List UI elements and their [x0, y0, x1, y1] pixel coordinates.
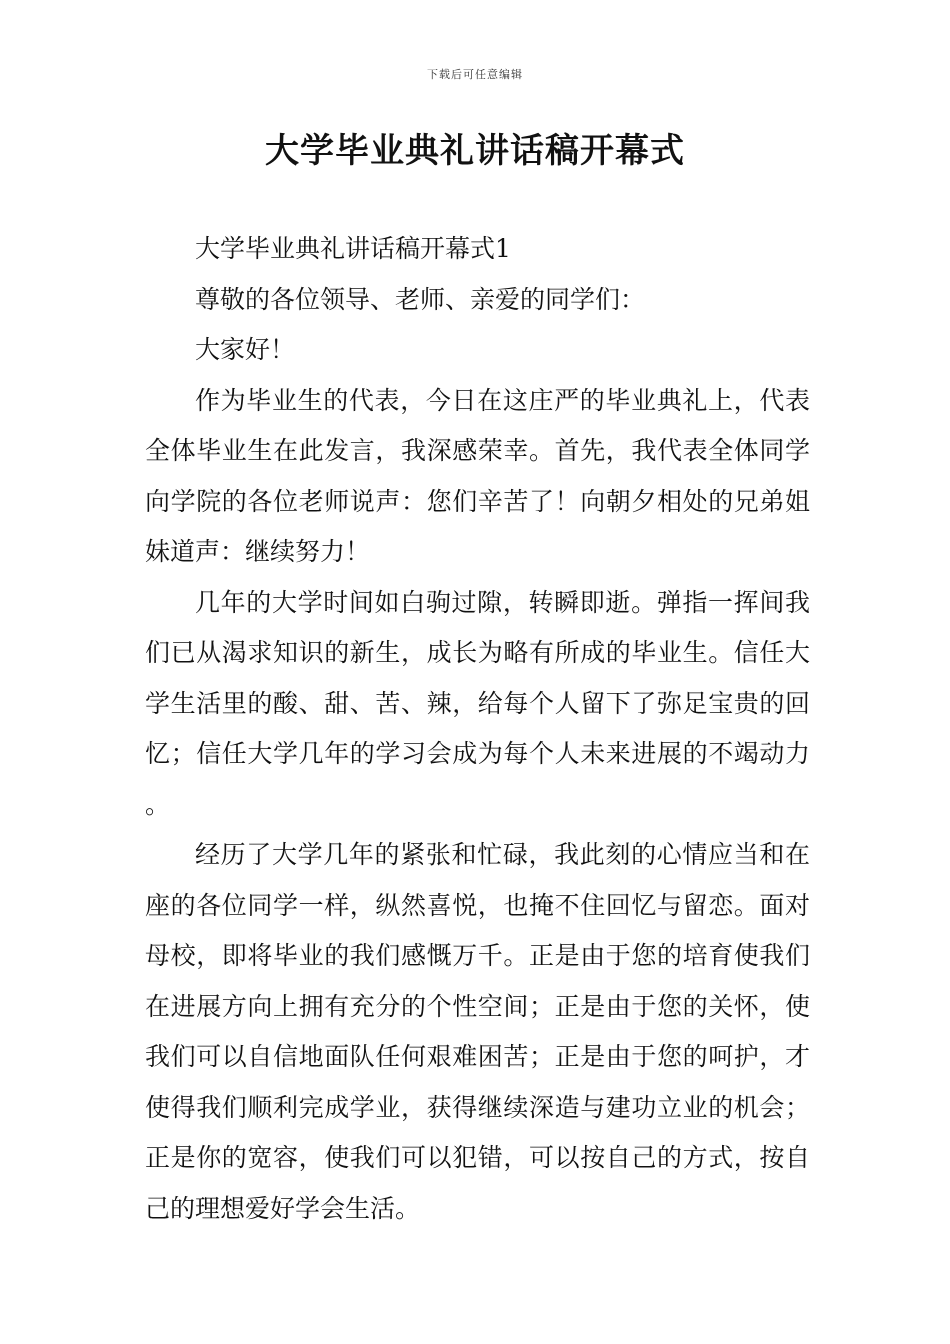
paragraph-2: 几年的大学时间如白驹过隙，转瞬即逝。弹指一挥间我们已从渴求知识的新生，成长为略有所成的毕业生。信任大学生活里的酸、甜、苦、辣，给每个人留下了弥足宝贵的回忆；信任大学几年的学习会成为每个人未来进展的不竭动力。: [145, 587, 810, 819]
paragraph-1: 作为毕业生的代表，今日在这庄严的毕业典礼上，代表全体毕业生在此发言，我深感荣幸。首先，我代表全体同学向学院的各位老师说声：您们辛苦了！向朝夕相处的兄弟姐妹道声：继续努力！: [145, 385, 810, 566]
header-note: 下载后可任意编辑: [427, 68, 523, 81]
paragraph-section-heading: 大学毕业典礼讲话稿开幕式1: [195, 234, 511, 263]
paragraph-3: 经历了大学几年的紧张和忙碌，我此刻的心情应当和在座的各位同学一样，纵然喜悦，也掩不住回忆与留恋。面对母校，即将毕业的我们感慨万千。正是由于您的培育使我们在进展方向上拥有充分的个性空间；正是由于您的关怀，使我们可以自信地面队任何艰难困苦；正是由于您的呵护，才使得我们顺利完成学业，获得继续深造与建功立业的机会；正是你的宽容，使我们可以犯错，可以按自己的方式，按自己的理想爱好学会生活。: [145, 840, 810, 1223]
paragraph-salutation: 尊敬的各位领导、老师、亲爱的同学们：: [195, 284, 646, 314]
document-body: [145, 224, 810, 1234]
paragraph-greeting: 大家好！: [195, 335, 296, 364]
document-title: 大学毕业典礼讲话稿开幕式: [265, 131, 685, 171]
